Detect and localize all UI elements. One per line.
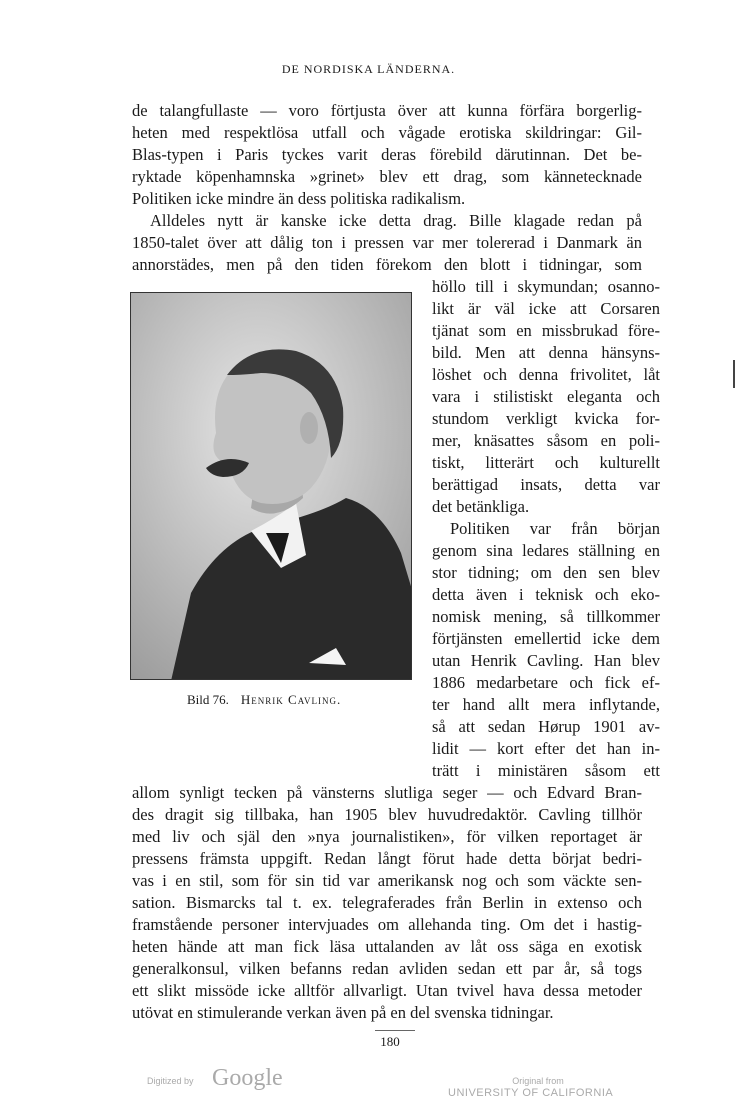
text-line: ett slikt missöde icke alltför allvarligt. Utan tvivel hava dessa metoder xyxy=(132,981,642,1000)
caption-label: Bild 76. xyxy=(187,692,229,707)
university-label: UNIVERSITY OF CALIFORNIA xyxy=(448,1087,614,1099)
portrait-photo xyxy=(130,292,412,680)
text-line: Blas-typen i Paris tyckes varit deras förebild därutinnan. Det be- xyxy=(132,145,642,164)
text-line: des dragit sig tillbaka, han 1905 blev huvudredaktör. Cavling tillhör xyxy=(132,805,642,824)
text-line: bild. Men att denna hänsyns- xyxy=(432,343,660,362)
text-line: genom sina ledares ställning en xyxy=(432,541,660,560)
text-line: berättigad insats, detta var xyxy=(432,475,660,494)
text-line: Politiken icke mindre än dess politiska radikalism. xyxy=(132,189,466,208)
edge-mark xyxy=(733,360,735,388)
text-line: vara i stilistiskt eleganta och xyxy=(432,387,660,406)
running-header: DE NORDISKA LÄNDERNA. xyxy=(281,62,456,76)
original-from-label: Original from xyxy=(512,1076,564,1086)
text-line: mer, knäsattes såsom en poli- xyxy=(432,431,660,450)
text-line: ter hand allt mera inflytande, xyxy=(432,695,660,714)
text-line: trätt i ministären såsom ett xyxy=(432,761,660,780)
text-line: utan Henrik Cavling. Han blev xyxy=(432,651,660,670)
text-line: likt är väl icke att Corsaren xyxy=(432,299,660,318)
text-line: annorstädes, men på den tiden förekom den blott i tidningar, som xyxy=(132,255,642,274)
text-line: pressens främsta uppgift. Redan långt förut hade detta börjat bedri- xyxy=(132,849,642,868)
text-line: ryktade köpenhamnska »grinet» blev ett drag, som kännetecknade xyxy=(132,167,642,186)
text-line: höllo till i skymundan; osanno- xyxy=(432,277,660,296)
text-line: stundom verkligt kvicka for- xyxy=(432,409,660,428)
portrait-illustration xyxy=(131,293,412,680)
text-line: Alldeles nytt är kanske icke detta drag. Bille klagade redan på xyxy=(150,211,642,230)
digitized-by-label: Digitized by xyxy=(147,1076,194,1086)
text-line: stor tidning; om den sen blev xyxy=(432,563,660,582)
text-line: 1886 medarbetare och fick ef- xyxy=(432,673,660,692)
page-number-rule xyxy=(375,1030,415,1031)
google-logo: Google xyxy=(212,1065,283,1091)
text-line: löshet och denna frivolitet, låt xyxy=(432,365,660,384)
text-line: lidit — kort efter det han in- xyxy=(432,739,660,758)
text-line: generalkonsul, vilken befanns redan avliden sedan ett par år, så togs xyxy=(132,959,642,978)
text-line: detta även i teknisk och eko- xyxy=(432,585,660,604)
figure-caption xyxy=(187,692,341,708)
text-line: tjänat som en missbrukad före- xyxy=(432,321,660,340)
text-line: förtjänsten emellertid icke dem xyxy=(432,629,660,648)
text-line: utövat en stimulerande verkan även på en del svenska tidningar. xyxy=(132,1003,554,1022)
text-line: heten hände att man fick läsa uttalanden av låt oss säga en exotisk xyxy=(132,937,642,956)
text-line: med liv och själ den »nya journalistiken», för vilken reportaget är xyxy=(132,827,642,846)
text-line: heten med respektlösa utfall och vågade erotiska skildringar: Gil- xyxy=(132,123,642,142)
text-line: tiskt, litterärt och kulturellt xyxy=(432,453,660,472)
text-line: så att sedan Hørup 1901 av- xyxy=(432,717,660,736)
text-line: nomisk mening, så tillkommer xyxy=(432,607,660,626)
caption-name: Henrik Cavling. xyxy=(240,692,342,707)
text-line: det betänkliga. xyxy=(432,497,530,516)
text-line: 1850-talet över att dålig ton i pressen var mer tolererad i Danmark än xyxy=(132,233,642,252)
text-line: framstående personer intervjuades om allehanda ting. Om det i hastig- xyxy=(132,915,642,934)
page-number: 180 xyxy=(380,1034,400,1049)
text-line: allom synligt tecken på vänsterns slutliga seger — och Edvard Bran- xyxy=(132,783,642,802)
text-line: sation. Bismarcks tal t. ex. telegraferades från Berlin in extenso och xyxy=(132,893,642,912)
text-line: vas i en stil, som för sin tid var amerikansk nog och som väckte sen- xyxy=(132,871,642,890)
text-line: Politiken var från början xyxy=(450,519,660,538)
text-line: de talangfullaste — voro förtjusta över att kunna förfära borgerlig- xyxy=(132,101,642,120)
